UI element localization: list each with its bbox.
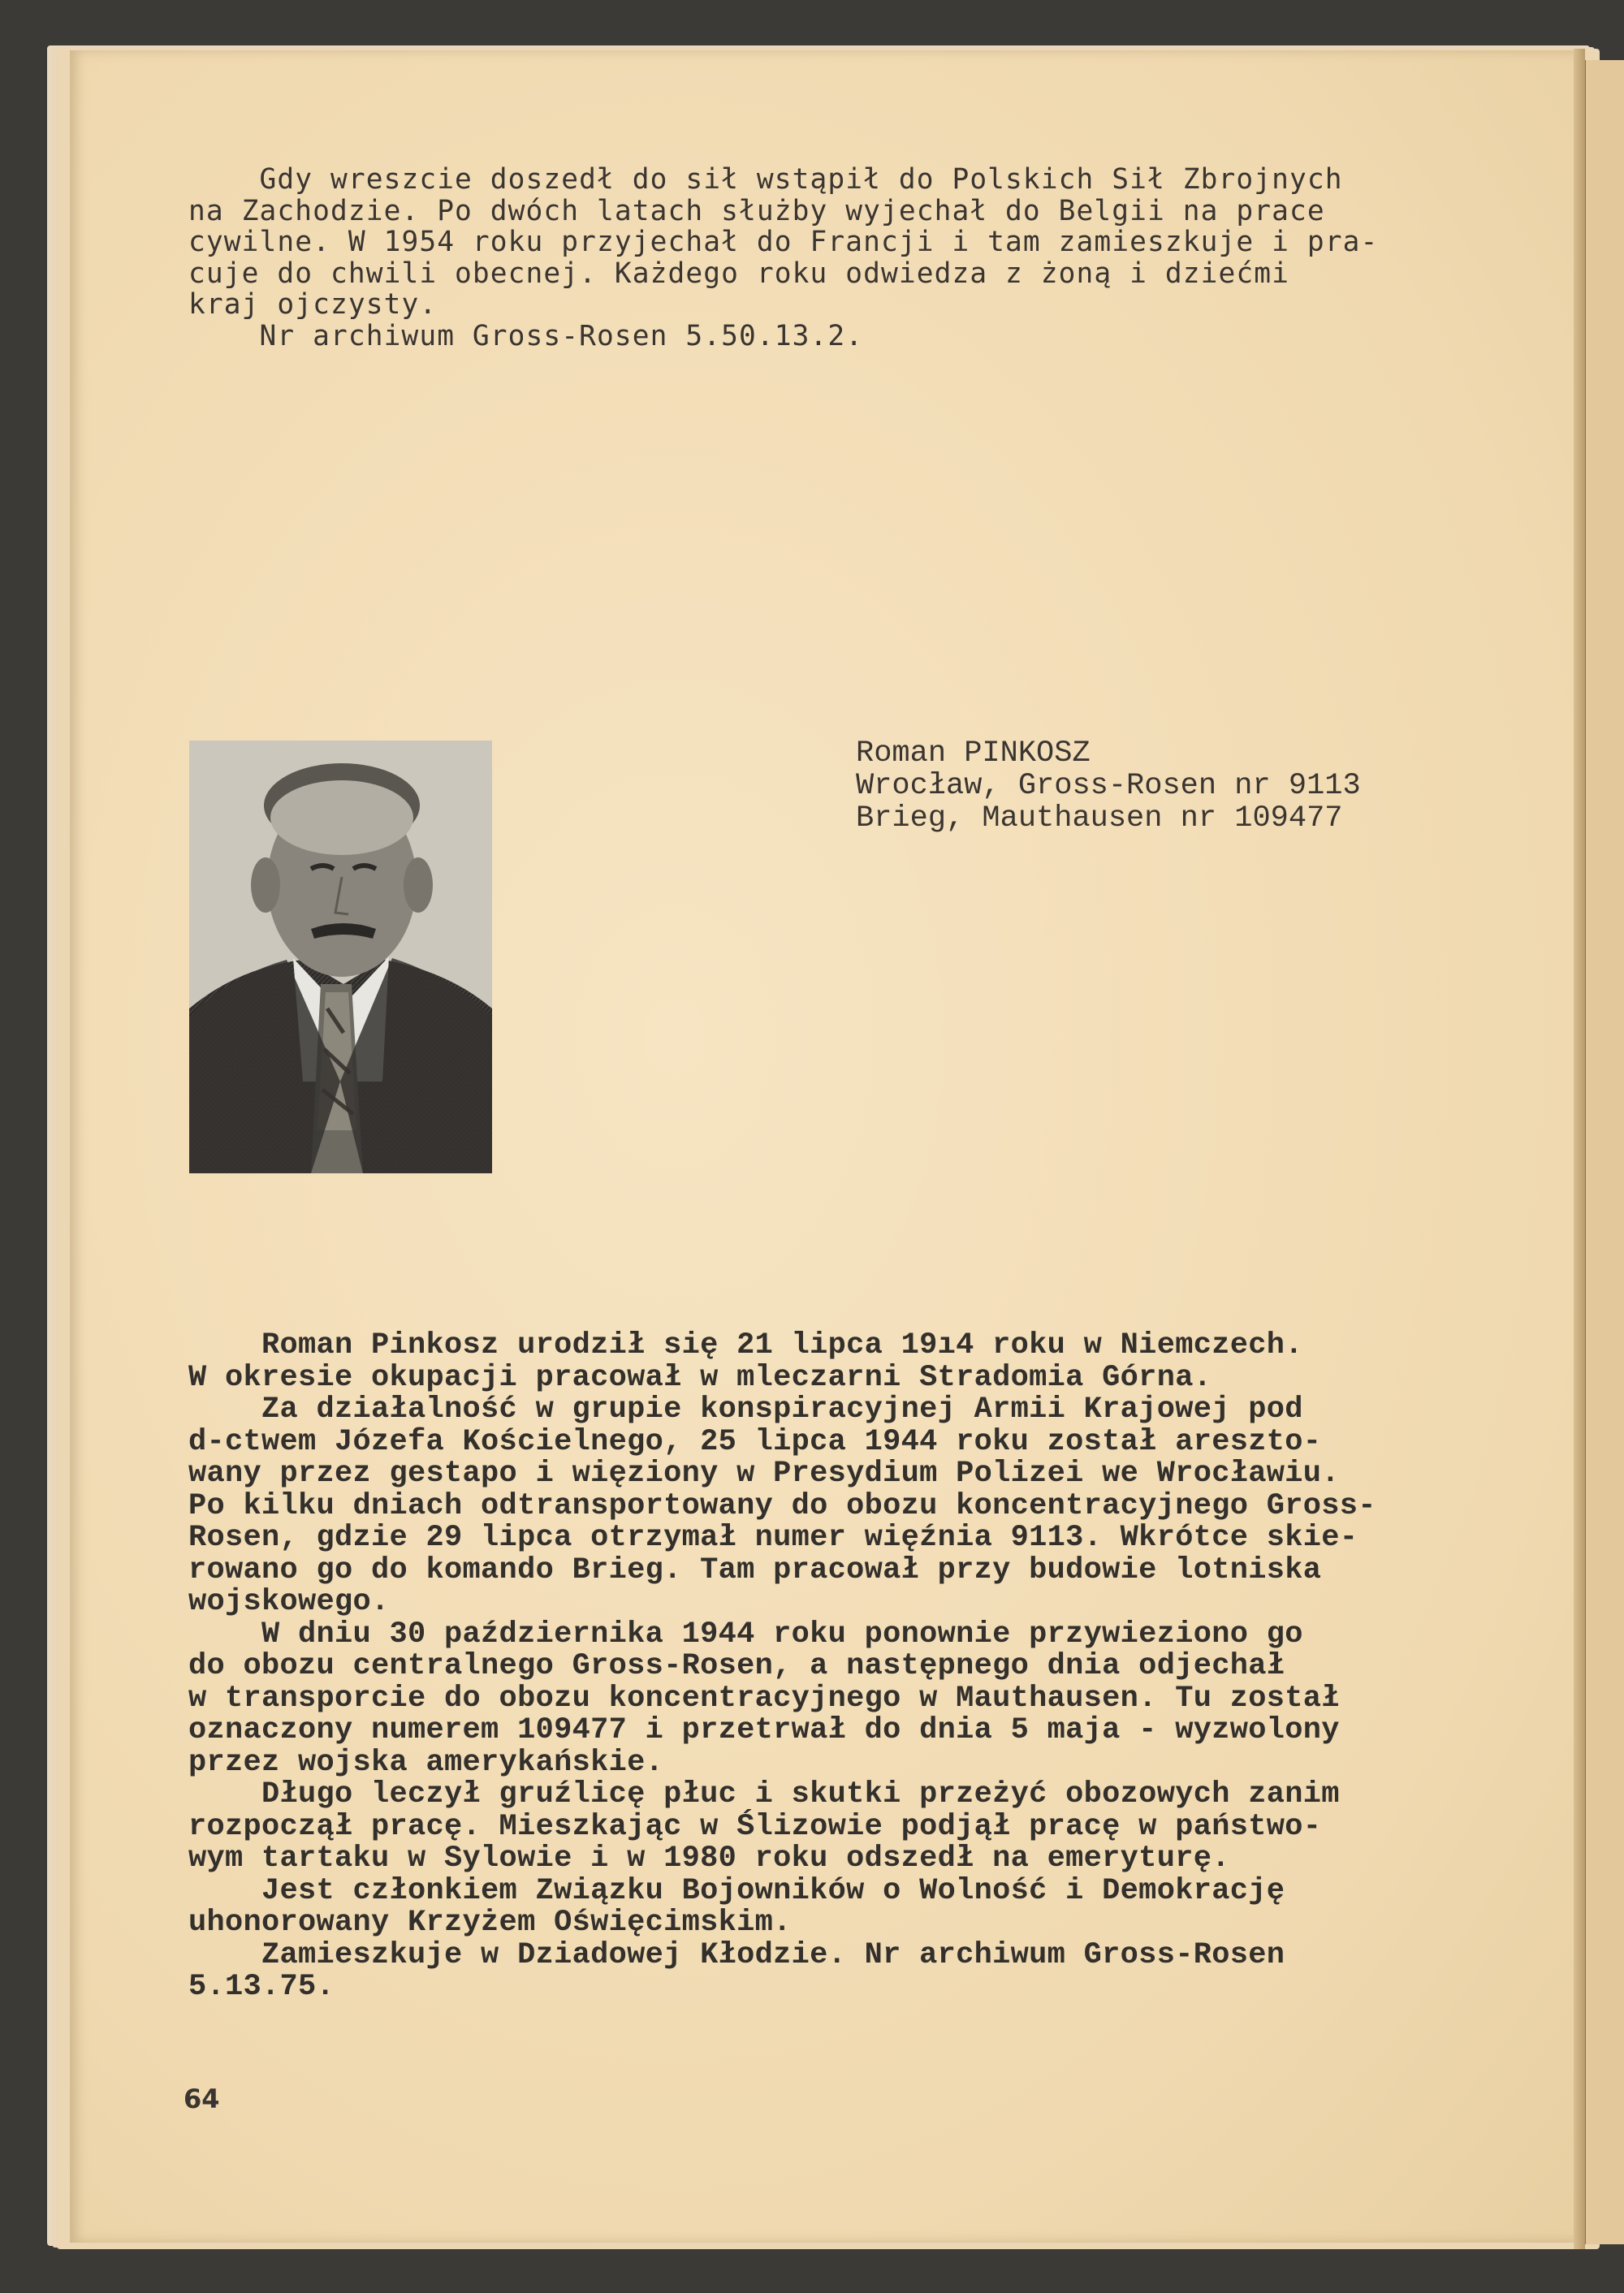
portrait-illustration [189, 741, 492, 1173]
entry-heading: Roman PINKOSZ Wrocław, Gross-Rosen nr 9113 Brieg, Mauthausen nr 109477 [856, 736, 1361, 836]
biography-text: Roman Pinkosz urodził się 21 lipca 19ı4 roku w Niemczech. W okresie okupacji pracował w mleczarni Stradomia Górna. Za działalność w grupie konspiracyjnej Armii Krajowej pod d-ctwem Józefa Kościelnego, 25 lipca 1944 roku został areszto- wany przez gestapo i więziony w Presydium Polizei we Wrocławiu. Po kilku dniach odtransportowany do obozu koncentracyjnego Gross- Rosen, gdzie 29 lipca otrzymał numer więźnia 9113. Wkrótce skie- rowano go do komando Brieg. Tam pracował przy budowie lotniska wojskowego. W dniu 30 października 1944 roku ponownie przywieziono go do obozu centralnego Gross-Rosen, a następnego dnia odjechał w transporcie do obozu koncentracyjnego w Mauthausen. Tu został oznaczony numerem 109477 i przetrwał do dnia 5 maja - wyzwolony przez wojska amerykańskie. Długo leczył gruźlicę płuc i skutki przeżyć obozowych zanim rozpoczął pracę. Mieszkając w Ślizowie podjął pracę w państwo- wym tartaku w Sylowie i w 1980 roku odszedł na emeryturę. Jest członkiem Związku Bojowników o Wolność i Demokrację uhonorowany Krzyżem Oświęcimskim. Zamieszkuje w Dziadowej Kłodzie. Nr archiwum Gross-Rosen 5.13.75. [188, 1328, 1376, 2004]
book-spine [1574, 49, 1585, 2249]
portrait-photo [189, 741, 492, 1173]
page-number: 64 [184, 2084, 220, 2114]
facing-page-edge [1583, 60, 1624, 2244]
previous-entry-paragraph: Gdy wreszcie doszedł do sił wstąpił do Polskich Sił Zbrojnych na Zachodzie. Po dwóch latach służby wyjechał do Belgii na prace cywilne. W 1954 roku przyjechał do Francji i tam zamieszkuje i pra- cuje do chwili obecnej. Każdego roku odwiedza z żoną i dziećmi kraj ojczysty. Nr archiwum Gross-Rosen 5.50.13.2. [188, 163, 1379, 352]
